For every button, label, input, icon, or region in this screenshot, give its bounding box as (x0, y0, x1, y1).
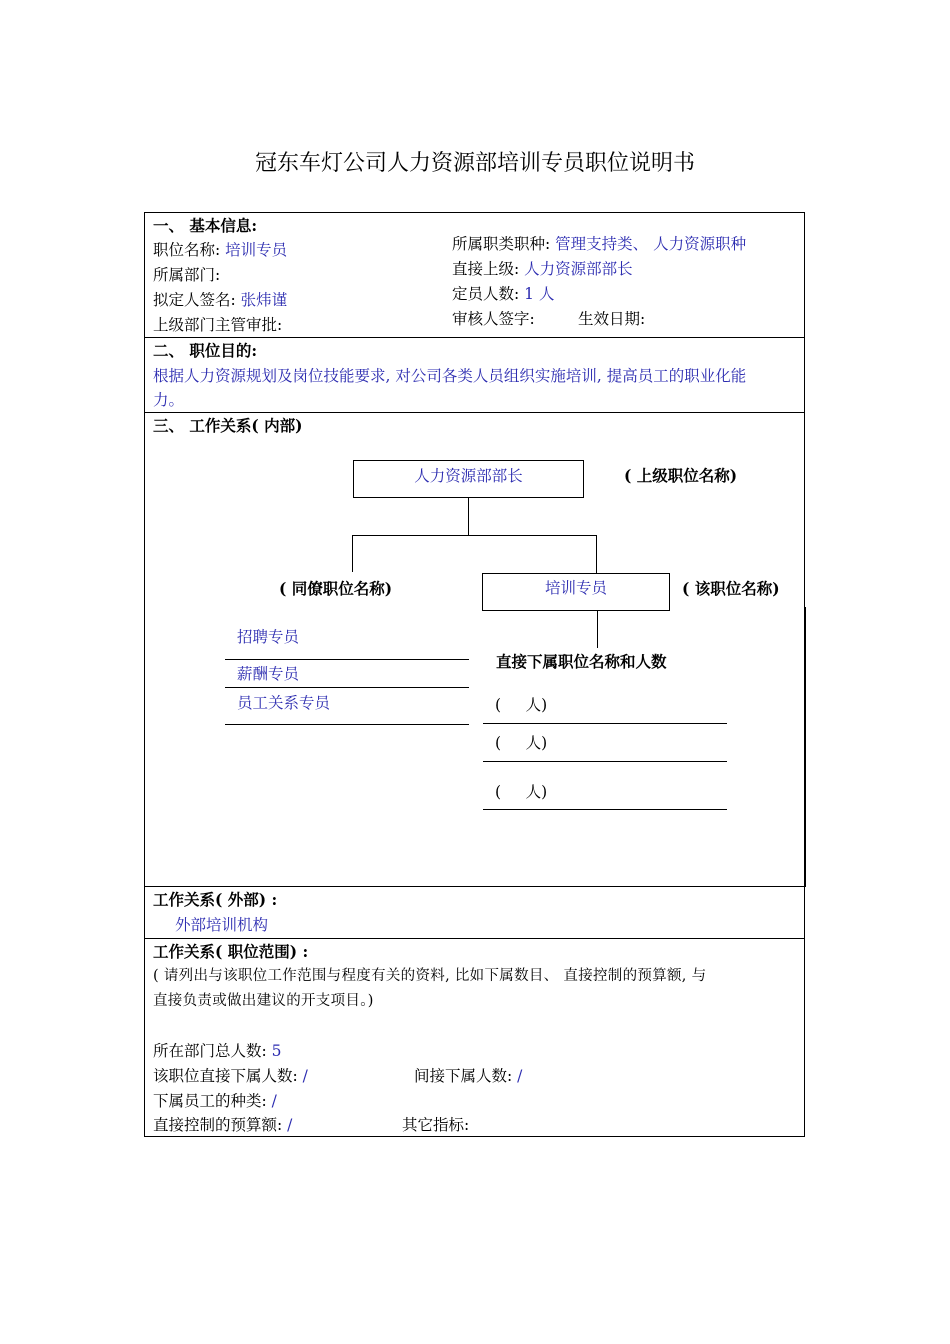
subordinate-types-row (153, 1091, 277, 1111)
purpose-heading: 二、 职位目的: (153, 341, 258, 360)
superior-value: 人力资源部部长 (524, 260, 633, 278)
budget-label: 直接控制的预算额: (153, 1116, 288, 1134)
position-name-value: 培训专员 (225, 241, 288, 259)
page-title: 冠东车灯公司人力资源部培训专员职位说明书 (254, 151, 695, 176)
superior-position-box: 人力资源部部长 (353, 460, 584, 498)
section-divider (144, 938, 805, 939)
category-value: 管理支持类、 人力资源职种 (555, 235, 747, 253)
drafter-label: 拟定人签名: (153, 291, 241, 309)
category-row (452, 234, 746, 254)
org-connector (596, 535, 597, 573)
indirect-subordinates-value: / (517, 1067, 523, 1085)
headcount-row (452, 284, 554, 304)
budget-row (153, 1115, 292, 1135)
direct-subordinates-row (153, 1066, 308, 1086)
peer-position: 招聘专员 (237, 628, 300, 646)
department-total-value: 5 (271, 1042, 282, 1060)
peer-underline (225, 724, 469, 725)
effective-date-label: 生效日期: (578, 310, 646, 328)
headcount-value: 1 人 (524, 285, 555, 303)
budget-value: / (287, 1116, 293, 1134)
internal-relations-heading: 三、 工作关系( 内部) (153, 416, 303, 435)
indirect-subordinates-row (414, 1066, 522, 1086)
peer-underline (225, 687, 469, 688)
subordinate-underline (483, 761, 727, 762)
position-name-row (153, 240, 287, 260)
table-border-right (805, 607, 806, 887)
superior-position-note: ( 上级职位名称) (624, 466, 738, 485)
subordinate-types-value: / (271, 1092, 277, 1110)
external-relations-heading: 工作关系( 外部) : (153, 890, 278, 909)
org-connector (352, 535, 597, 536)
purpose-text-line2: 力。 (153, 391, 185, 409)
peer-position-note: ( 同僚职位名称) (279, 579, 393, 598)
scope-heading: 工作关系( 职位范围) : (153, 942, 309, 961)
current-position-note: ( 该职位名称) (682, 579, 780, 598)
approval-label: 上级部门主管审批: (153, 316, 283, 334)
direct-subordinates-label: 该职位直接下属人数: (153, 1067, 303, 1085)
external-relations-value: 外部培训机构 (175, 916, 269, 934)
purpose-text-line1: 根据人力资源规划及岗位技能要求, 对公司各类人员组织实施培训, 提高员工的职业化能 (153, 367, 747, 385)
org-connector (468, 498, 469, 535)
drafter-value: 张炜谨 (240, 291, 288, 309)
reviewer-label: 审核人签字: (452, 310, 535, 328)
direct-subordinates-value: / (302, 1067, 308, 1085)
peer-underline (225, 659, 469, 660)
subordinate-underline (483, 723, 727, 724)
section-divider (144, 412, 805, 413)
department-total-row (153, 1041, 282, 1061)
org-connector (352, 535, 353, 572)
current-position-box: 培训专员 (482, 573, 670, 611)
section-divider (144, 886, 805, 887)
scope-note-line2: 直接负责或做出建议的开支项目。) (153, 993, 374, 1009)
drafter-row (153, 290, 287, 310)
department-total-label: 所在部门总人数: (153, 1042, 272, 1060)
subordinate-underline (483, 809, 727, 810)
org-connector (597, 611, 598, 648)
position-name-label: 职位名称: (153, 241, 226, 259)
section-divider (144, 337, 805, 338)
headcount-label: 定员人数: (452, 285, 525, 303)
subordinate-types-label: 下属员工的种类: (153, 1092, 272, 1110)
peer-position: 薪酬专员 (237, 665, 300, 683)
peer-position: 员工关系专员 (237, 694, 331, 712)
basic-info-heading: 一、 基本信息: (153, 216, 258, 235)
superior-row (452, 259, 633, 279)
superior-label: 直接上级: (452, 260, 525, 278)
department-label: 所属部门: (153, 266, 221, 284)
category-label: 所属职类职种: (452, 235, 556, 253)
other-indicators-label: 其它指标: (402, 1116, 470, 1134)
scope-note-line1: ( 请列出与该职位工作范围与程度有关的资料, 比如下属数目、 直接控制的预算额, 与 (153, 968, 707, 984)
subordinate-entry: ( 人) (495, 783, 548, 801)
subordinate-entry: ( 人) (495, 696, 548, 714)
indirect-subordinates-label: 间接下属人数: (414, 1067, 518, 1085)
subordinate-entry: ( 人) (495, 734, 548, 752)
subordinates-heading: 直接下属职位名称和人数 (496, 652, 667, 671)
